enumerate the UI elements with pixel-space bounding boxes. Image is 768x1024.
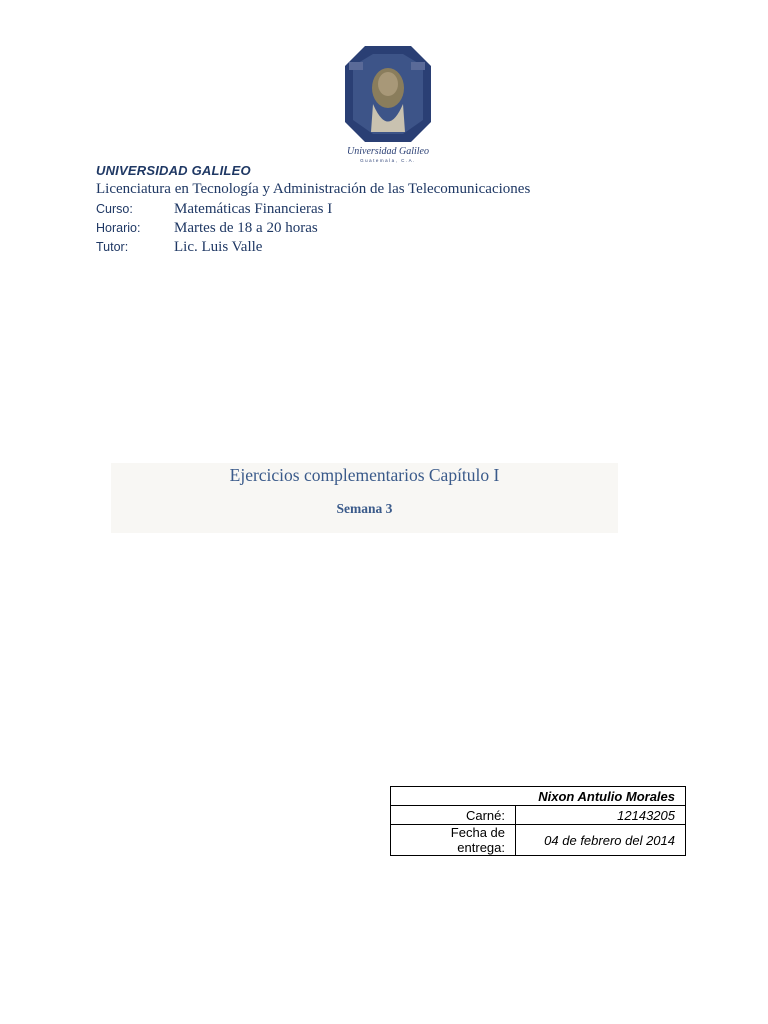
career-title: Licenciatura en Tecnología y Administración de las Telecomunicaciones (96, 181, 531, 197)
logo-subcaption: Guatemala, C.A. (360, 158, 416, 163)
schedule-row (96, 220, 318, 237)
logo-caption: Universidad Galileo (347, 146, 429, 157)
carne-value: 12143205 (516, 806, 686, 825)
course-label: Curso: (96, 202, 133, 216)
title-box (111, 463, 618, 533)
tutor-label: Tutor: (96, 240, 129, 254)
table-row (391, 825, 686, 856)
student-name: Nixon Antulio Morales (391, 787, 686, 806)
table-row (391, 806, 686, 825)
course-value: Matemáticas Financieras I (174, 201, 333, 217)
tutor-row (96, 239, 262, 256)
document-subtitle: Semana 3 (336, 501, 393, 516)
university-logo (343, 44, 433, 164)
carne-label: Carné: (391, 806, 516, 825)
course-row (96, 201, 332, 218)
tutor-value: Lic. Luis Valle (174, 239, 263, 255)
schedule-label: Horario: (96, 221, 141, 235)
galileo-seal-icon (343, 44, 433, 164)
schedule-value: Martes de 18 a 20 horas (174, 220, 318, 236)
university-name: UNIVERSIDAD GALILEO (96, 163, 251, 178)
document-title: Ejercicios complementarios Capítulo I (229, 465, 500, 485)
fecha-label: Fecha de entrega: (391, 825, 516, 856)
student-info-table (390, 786, 686, 856)
table-row (391, 787, 686, 806)
fecha-value: 04 de febrero del 2014 (516, 825, 686, 856)
